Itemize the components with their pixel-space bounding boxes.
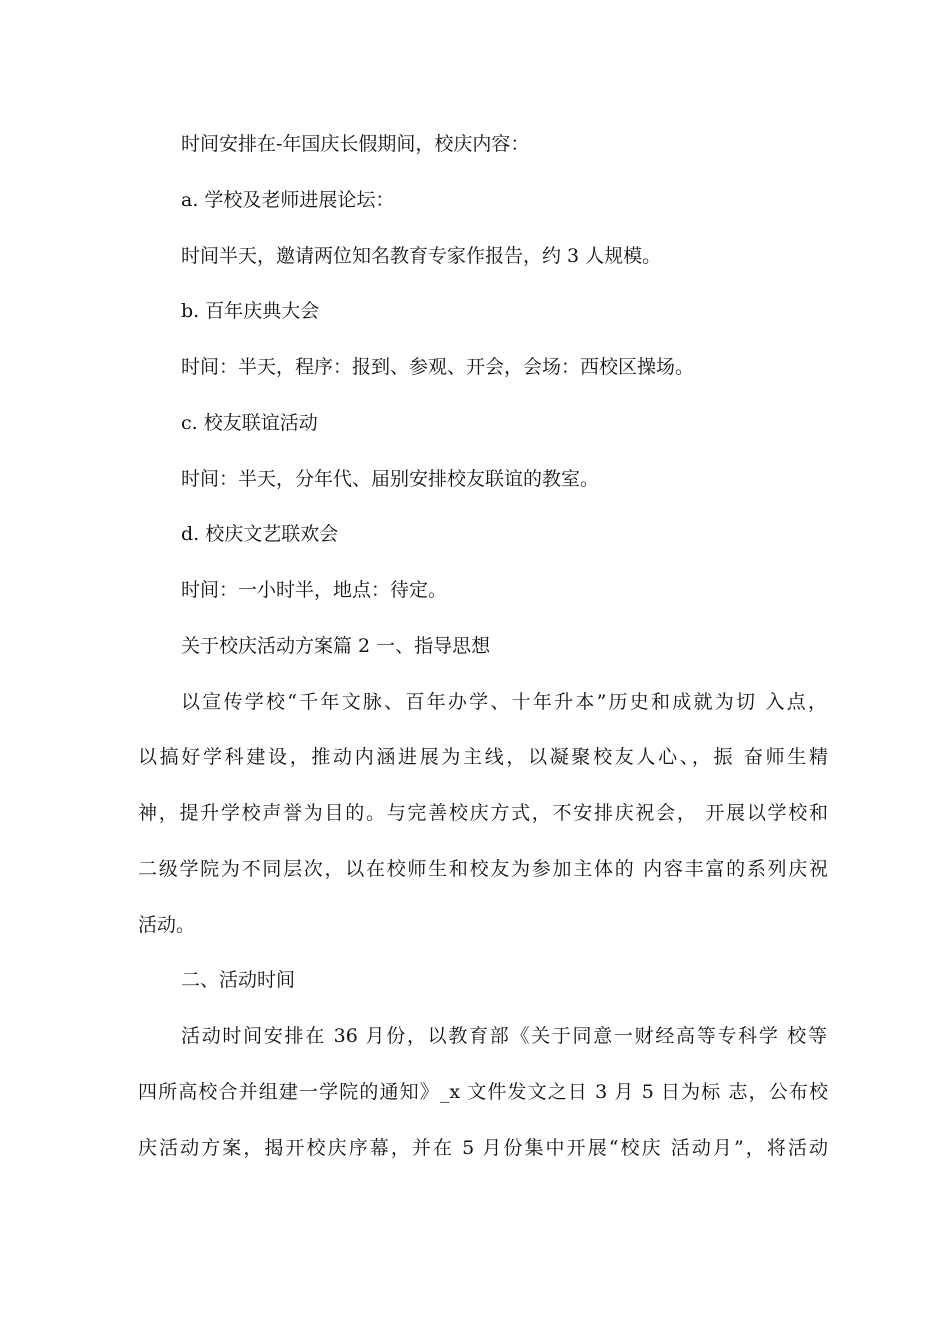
paragraph-line: 四所高校合并组建一学院的通知》_x 文件发文之日 3 月 5 日为标 志，公布校 <box>138 1081 828 1103</box>
paragraph-line: 活动时间安排在 36 月份，以教育部《关于同意一财经高等专科学 校等 <box>181 1025 827 1047</box>
section-heading: 关于校庆活动方案篇 2 一、指导思想 <box>181 635 491 657</box>
paragraph-line: 活动。 <box>138 914 196 936</box>
list-item-c: c. 校友联谊活动 <box>181 412 318 434</box>
section-heading: 二、活动时间 <box>181 969 296 991</box>
text-line: 时间安排在-年国庆长假期间，校庆内容： <box>181 133 530 155</box>
paragraph-line: 以搞好学科建设，推动内涵进展为主线，以凝聚校友人心、，振 奋师生精 <box>138 746 828 768</box>
paragraph-line: 二级学院为不同层次，以在校师生和校友为参加主体的 内容丰富的系列庆祝 <box>138 858 828 880</box>
list-item-b: b. 百年庆典大会 <box>181 300 320 322</box>
text-line: 时间：半天，程序：报到、参观、开会，会场：西校区操场。 <box>181 356 695 378</box>
text-line: 时间：半天，分年代、届别安排校友联谊的教室。 <box>181 468 600 490</box>
text-line: 时间半天，邀请两位知名教育专家作报告，约 3 人规模。 <box>181 245 662 267</box>
text-line: 时间：一小时半，地点：待定。 <box>181 579 448 601</box>
paragraph-line: 神，提升学校声誉为目的。与完善校庆方式，不安排庆祝会， 开展以学校和 <box>138 802 828 824</box>
list-item-a: a. 学校及老师进展论坛： <box>181 189 395 211</box>
paragraph-line: 以宣传学校“千年文脉、百年办学、十年升本”历史和成就为切 入点， <box>181 691 827 713</box>
paragraph-line: 庆活动方案，揭开校庆序幕，并在 5 月份集中开展“校庆 活动月”，将活动 <box>138 1137 828 1159</box>
list-item-d: d. 校庆文艺联欢会 <box>181 523 339 545</box>
